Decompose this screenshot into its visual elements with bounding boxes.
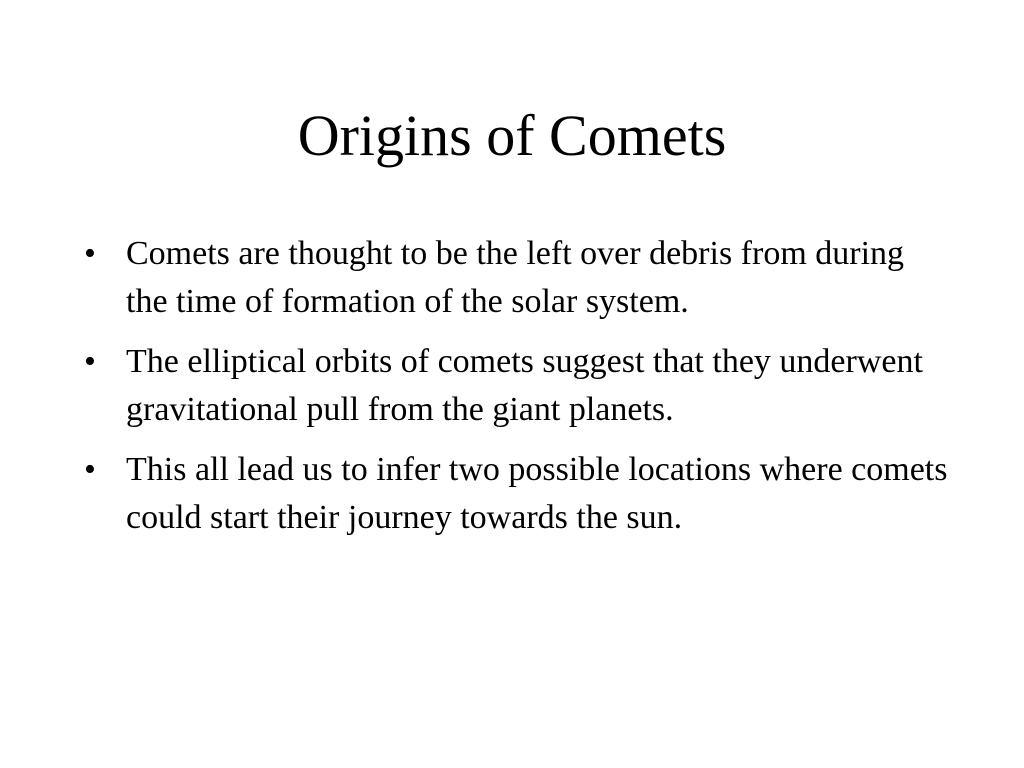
bullet-list <box>84 230 954 554</box>
bullet-text: Comets are thought to be the left over debris from during the time of formation of the solar system. <box>126 235 905 320</box>
bullet-item <box>84 230 954 326</box>
bullet-text: This all lead us to infer two possible locations where comets could start their journey towards the sun. <box>126 451 948 536</box>
slide-title: Origins of Comets <box>297 103 727 168</box>
bullet-icon: • <box>84 343 96 380</box>
bullet-item <box>84 338 954 434</box>
bullet-icon: • <box>84 451 96 488</box>
bullet-icon: • <box>84 235 96 272</box>
bullet-item <box>84 446 954 542</box>
bullet-text: The elliptical orbits of comets suggest that they underwent gravitational pull from the giant planets. <box>126 343 923 428</box>
